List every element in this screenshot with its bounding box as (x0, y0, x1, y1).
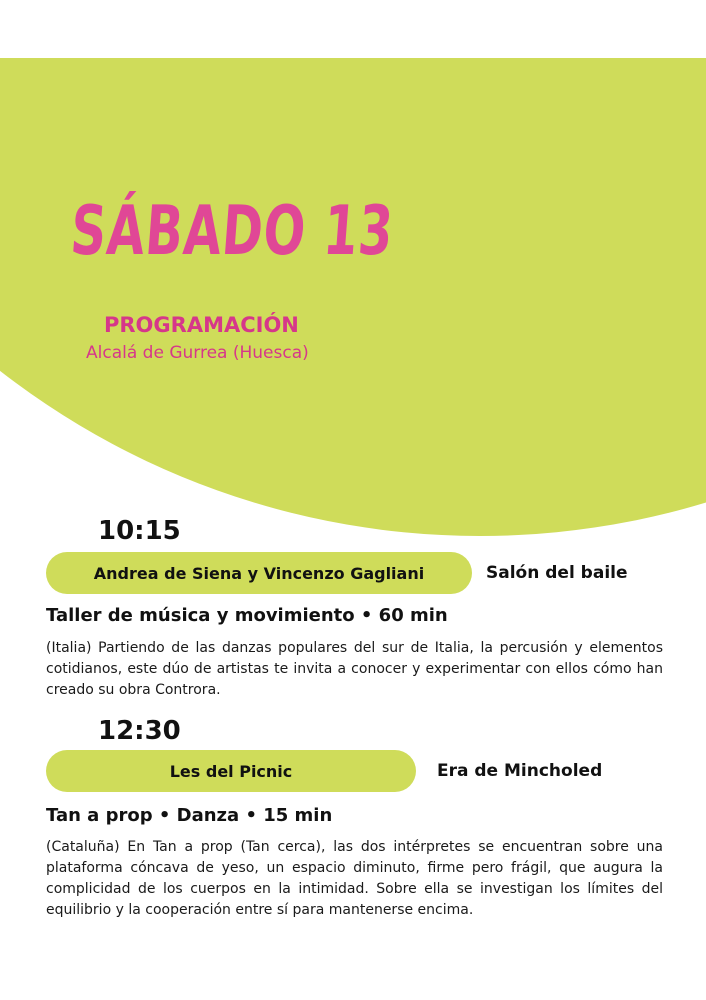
program-location: Alcalá de Gurrea (Huesca) (86, 343, 309, 363)
event-venue: Salón del baile (486, 563, 628, 583)
event-venue: Era de Mincholed (437, 761, 603, 781)
program-heading: PROGRAMACIÓN (104, 313, 299, 337)
event-artist-pill: Les del Picnic (46, 750, 416, 792)
event-time: 10:15 (98, 516, 181, 546)
event-time: 12:30 (98, 716, 181, 746)
event-subtitle: Taller de música y movimiento • 60 min (46, 605, 448, 626)
top-margin (0, 0, 706, 58)
page-title: SÁBADO 13 (68, 192, 397, 271)
event-description: (Cataluña) En Tan a prop (Tan cerca), las dos intérpretes se encuentran sobre una plataforma cóncava de yeso, un espacio diminuto, firme pero frágil, que augura la complicidad de los cuerpos en la intimidad. Sobre ella se investigan los límites del equilibrio y la cooperación entre sí para mantenerse encima. (46, 839, 663, 918)
event-artist-pill: Andrea de Siena y Vincenzo Gagliani (46, 552, 472, 594)
event-description: (Italia) Partiendo de las danzas populares del sur de Italia, la percusión y elementos cotidianos, este dúo de artistas te invita a conocer y experimentar con ellos cómo han creado su obra Controra. (46, 640, 663, 698)
event-subtitle: Tan a prop • Danza • 15 min (46, 805, 333, 826)
